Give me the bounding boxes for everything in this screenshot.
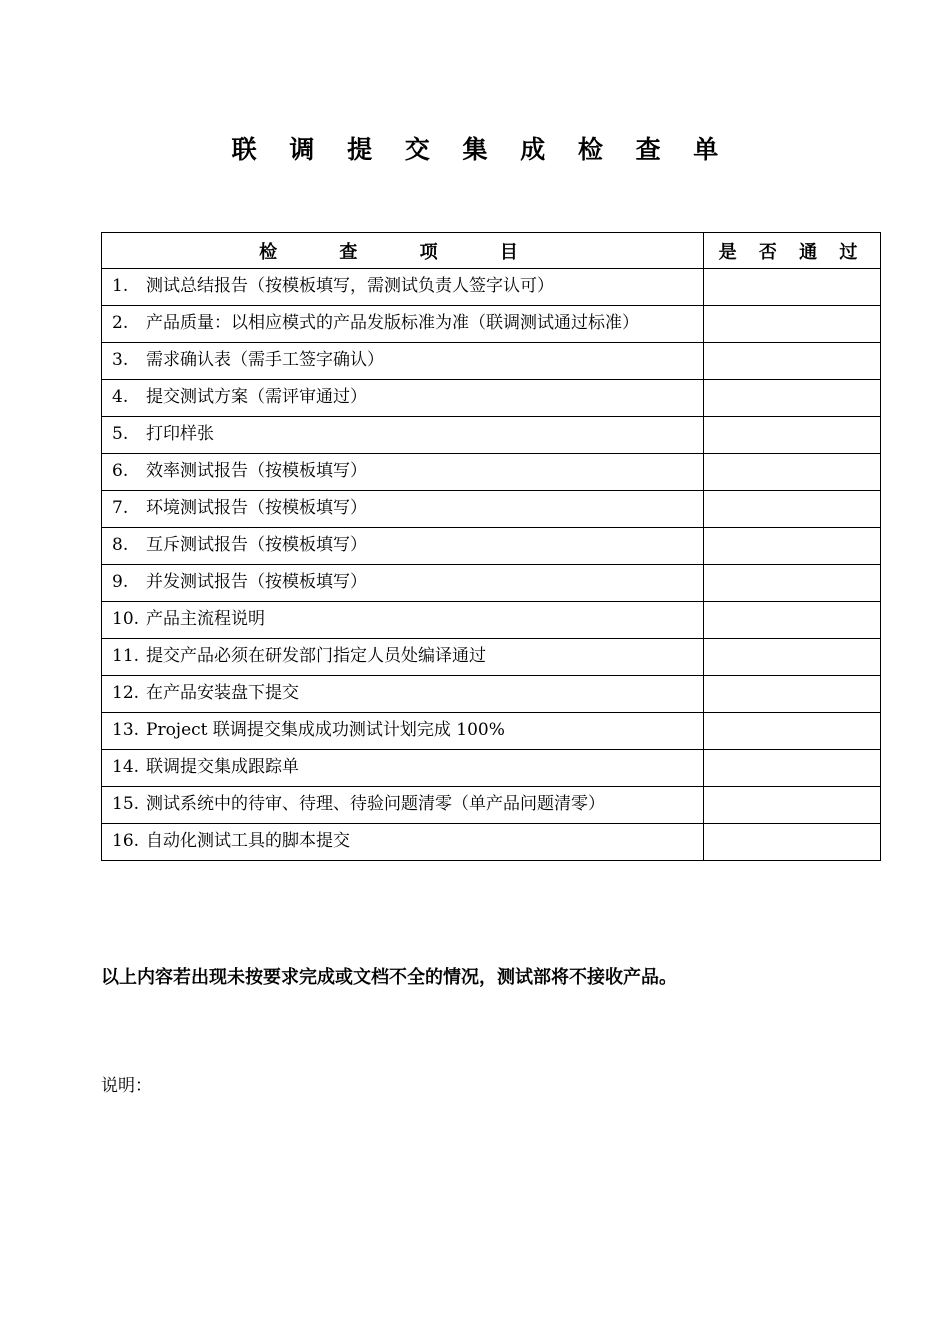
item-text: 效率测试报告（按模板填写） <box>146 461 367 481</box>
table-row <box>102 824 881 861</box>
pass-cell[interactable] <box>704 787 881 824</box>
item-number: 3. <box>112 350 129 370</box>
table-row <box>102 269 881 306</box>
item-text: 提交测试方案（需评审通过） <box>146 387 367 407</box>
check-item-cell <box>102 417 704 454</box>
pass-cell[interactable] <box>704 417 881 454</box>
check-item-cell <box>102 343 704 380</box>
check-item-cell <box>102 824 704 861</box>
item-number: 2. <box>112 313 129 333</box>
pass-cell[interactable] <box>704 454 881 491</box>
header-pass: 是 否 通 过 <box>704 233 881 269</box>
table-row <box>102 454 881 491</box>
table-row <box>102 787 881 824</box>
item-text: 产品主流程说明 <box>146 609 265 629</box>
check-item-cell <box>102 676 704 713</box>
item-number: 7. <box>112 498 129 518</box>
item-number: 6. <box>112 461 129 481</box>
page-title: 联 调 提 交 集 成 检 查 单 <box>231 135 731 164</box>
item-text: 测试系统中的待审、待理、待验问题清零（单产品问题清零） <box>146 794 605 814</box>
item-number: 1. <box>112 276 129 296</box>
item-text: 互斥测试报告（按模板填写） <box>146 535 367 555</box>
table-row <box>102 491 881 528</box>
notice-text: 以上内容若出现未按要求完成或文档不全的情况，测试部将不接收产品。 <box>101 967 677 988</box>
check-item-cell <box>102 454 704 491</box>
pass-cell[interactable] <box>704 676 881 713</box>
item-text: 并发测试报告（按模板填写） <box>146 572 367 592</box>
check-item-cell <box>102 306 704 343</box>
item-text: Project 联调提交集成成功测试计划完成 100% <box>146 720 505 740</box>
check-item-cell <box>102 787 704 824</box>
item-text: 自动化测试工具的脚本提交 <box>146 831 350 851</box>
check-item-cell <box>102 602 704 639</box>
table-row <box>102 343 881 380</box>
item-number: 8. <box>112 535 129 555</box>
item-number: 10. <box>112 609 140 629</box>
table-row <box>102 306 881 343</box>
table-row <box>102 750 881 787</box>
remark-label: 说明： <box>101 1076 152 1096</box>
pass-cell[interactable] <box>704 491 881 528</box>
pass-cell[interactable] <box>704 713 881 750</box>
check-item-cell <box>102 750 704 787</box>
item-text: 产品质量：以相应模式的产品发版标准为准（联调测试通过标准） <box>146 313 639 333</box>
pass-cell[interactable] <box>704 343 881 380</box>
pass-cell[interactable] <box>704 565 881 602</box>
item-number: 11. <box>112 646 140 666</box>
item-number: 13. <box>112 720 140 740</box>
table-row <box>102 713 881 750</box>
check-item-cell <box>102 639 704 676</box>
checklist-table <box>101 232 881 861</box>
table-row <box>102 417 881 454</box>
pass-cell[interactable] <box>704 380 881 417</box>
item-number: 15. <box>112 794 140 814</box>
check-item-cell <box>102 565 704 602</box>
check-item-cell <box>102 713 704 750</box>
item-number: 16. <box>112 831 140 851</box>
item-text: 在产品安装盘下提交 <box>146 683 299 703</box>
item-number: 9. <box>112 572 129 592</box>
check-item-cell <box>102 491 704 528</box>
pass-cell[interactable] <box>704 750 881 787</box>
pass-cell[interactable] <box>704 269 881 306</box>
checklist-body <box>102 269 881 861</box>
table-row <box>102 639 881 676</box>
item-text: 打印样张 <box>146 424 214 444</box>
pass-cell[interactable] <box>704 306 881 343</box>
table-row <box>102 602 881 639</box>
table-row <box>102 528 881 565</box>
pass-cell[interactable] <box>704 528 881 565</box>
table-row <box>102 676 881 713</box>
item-text: 联调提交集成跟踪单 <box>146 757 299 777</box>
item-number: 4. <box>112 387 129 407</box>
item-number: 5. <box>112 424 129 444</box>
pass-cell[interactable] <box>704 639 881 676</box>
item-text: 环境测试报告（按模板填写） <box>146 498 367 518</box>
check-item-cell <box>102 528 704 565</box>
pass-cell[interactable] <box>704 602 881 639</box>
item-text: 测试总结报告（按模板填写，需测试负责人签字认可） <box>146 276 554 296</box>
item-text: 提交产品必须在研发部门指定人员处编译通过 <box>146 646 486 666</box>
item-text: 需求确认表（需手工签字确认） <box>146 350 384 370</box>
check-item-cell <box>102 269 704 306</box>
table-header-row <box>102 233 881 269</box>
table-row <box>102 565 881 602</box>
header-check-item: 检 查 项 目 <box>102 233 704 269</box>
item-number: 12. <box>112 683 140 703</box>
check-item-cell <box>102 380 704 417</box>
table-row <box>102 380 881 417</box>
item-number: 14. <box>112 757 140 777</box>
pass-cell[interactable] <box>704 824 881 861</box>
